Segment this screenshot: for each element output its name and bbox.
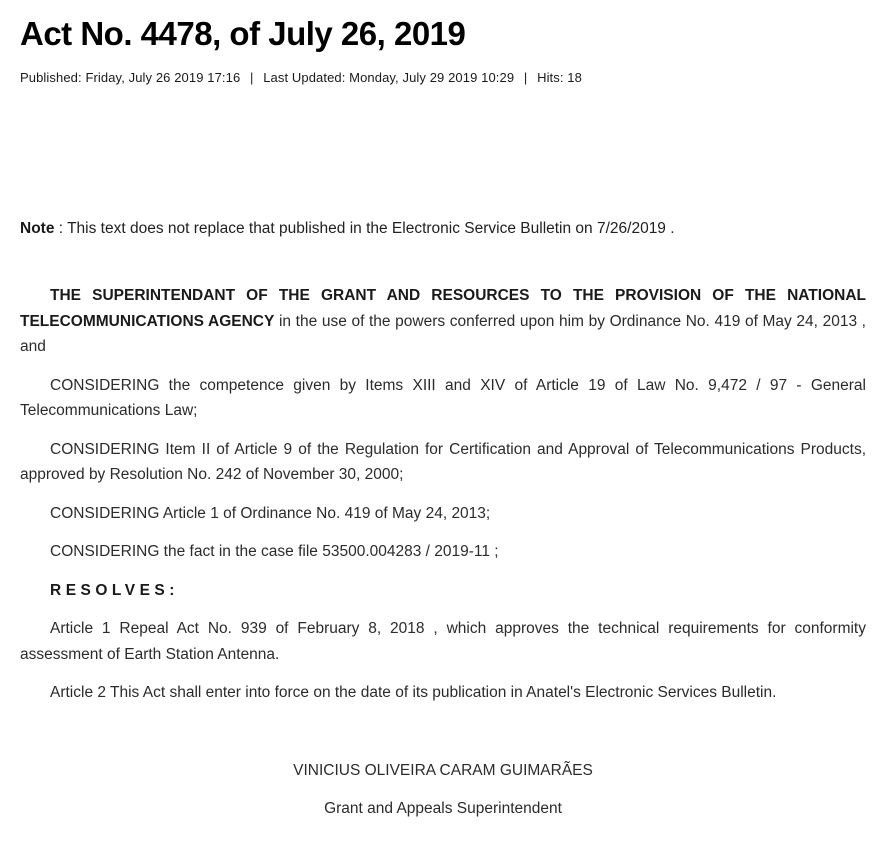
meta-separator: | [523,69,528,85]
last-updated-value: Monday, July 29 2019 10:29 [349,69,515,85]
blank-spacer [20,85,866,217]
hits-value: 18 [567,69,582,85]
note-text: : This text does not replace that published in the Electronic Service Bulletin on 7/26/2019 . [54,219,675,237]
meta-separator: | [250,69,254,85]
resolves-heading: RESOLVES: [50,581,179,599]
published-label: Published: [20,69,82,85]
considering-paragraph: CONSIDERING the fact in the case file 53500.004283 / 2019-11 ; [50,543,499,561]
considering-paragraph: CONSIDERING the competence given by Items XIII and XIV of Article 19 of Law No. 9,472 / 97 - General Telecommunications Law; [20,376,866,420]
signatory-role: Grant and Appeals Superintendent [324,800,562,818]
signatory-name: VINICIUS OLIVEIRA CARAM GUIMARÃES [293,761,593,779]
preamble-lead-bold: THE SUPERINTENDANT OF THE GRANT AND RESOURCES TO THE PROVISION OF THE NATIONAL TELECOMMUNICATIONS AGENCY [20,287,866,330]
hits-label: Hits: [537,69,564,85]
note-paragraph [20,217,866,242]
signature-block [20,758,866,822]
page-title: Act No. 4478, of July 26, 2019 [20,15,466,52]
article-meta [20,70,866,85]
considering-paragraph: CONSIDERING Item II of Article 9 of the Regulation for Certification and Approval of Telecommunications Products, approved by Resolution No. 242 of November 30, 2000; [20,440,866,484]
last-updated-label: Last Updated: [263,69,346,85]
note-label: Note [20,219,55,237]
considering-paragraph: CONSIDERING Article 1 of Ordinance No. 419 of May 24, 2013; [50,504,491,522]
preamble-rest: in the use of the powers conferred upon him by Ordinance No. 419 of May 24, 2013 , and [20,312,866,356]
article-1-paragraph: Article 1 Repeal Act No. 939 of February 8, 2018 , which approves the technical requirements for conformity assessment of Earth Station Antenna. [20,620,866,663]
published-value: Friday, July 26 2019 17:16 [85,69,241,85]
article-body [20,283,866,706]
article-2-paragraph: Article 2 This Act shall enter into force on the date of its publication in Anatel's Electronic Services Bulletin. [50,684,777,702]
preamble-paragraph [20,283,866,360]
